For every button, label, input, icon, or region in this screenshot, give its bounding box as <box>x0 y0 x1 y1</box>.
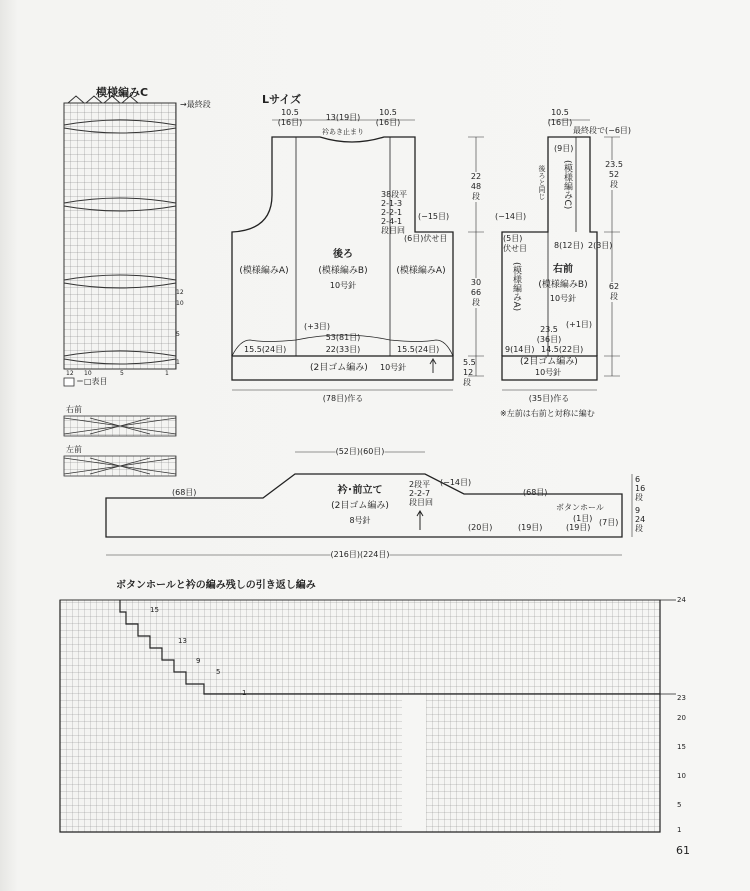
row-label-23: 23 <box>677 694 686 702</box>
collar-height-top: 6 16 段 <box>635 475 646 502</box>
back-pattern-a-right: (模様編みA) <box>396 266 446 276</box>
front-m2: 2(3目) <box>588 241 613 250</box>
back-title: 後ろ <box>333 249 353 260</box>
back-minus15: (−15目) <box>418 212 450 221</box>
front-pattern-a: (模様編みA) <box>511 262 521 312</box>
page-number: 61 <box>676 844 690 857</box>
row-1: 1 <box>176 359 180 366</box>
back-top-right: 10.5 (16目) <box>375 108 401 127</box>
front-title: 右前 <box>553 264 573 275</box>
front-needle: 10号針 <box>549 294 577 303</box>
collar-minus14: (−14目) <box>440 478 472 487</box>
front-last-row-minus6: 最終段で(−6目) <box>573 126 632 135</box>
size-label: Lサイズ <box>262 93 302 106</box>
back-mid1: 53(81目) <box>325 333 361 342</box>
right-front-label: 右前 <box>66 405 82 414</box>
front-same-as-back: 後ろと同じ <box>538 165 546 200</box>
row-5: 5 <box>176 331 180 338</box>
bh-chart-title: ボタンホールと衿の編み残しの引き返し編み <box>116 580 316 591</box>
buttonhole-label: ボタンホール <box>556 503 604 512</box>
back-side-left: 15.5(24目) <box>244 345 287 354</box>
back-rib-needle: 10号針 <box>380 363 407 372</box>
row-label-1: 1 <box>677 826 682 834</box>
front-minus14: (−14目) <box>495 212 527 221</box>
row-label-10: 10 <box>677 772 686 780</box>
front-height-1: 23.5 52 段 <box>605 160 623 189</box>
collar-20: (20目) <box>468 523 493 532</box>
collar-left: (68目) <box>172 488 197 497</box>
back-top-mid: 13(19目) <box>325 113 361 122</box>
marker-1: 1 <box>242 689 247 697</box>
front-pattern-c: (模様編みC) <box>562 160 572 210</box>
marker-5: 5 <box>216 668 221 676</box>
back-plus3: (+3目) <box>304 322 331 331</box>
front-m8: 8(12目) <box>554 241 584 250</box>
front-pattern-b: (模様編みB) <box>538 280 588 290</box>
collar-19a: (19目) <box>518 523 543 532</box>
back-mid2: 22(33目) <box>325 345 361 354</box>
back-height-2: 30 66 段 <box>470 278 482 307</box>
collar-one: (1目) <box>573 514 593 523</box>
back-pattern-b: (模様編みB) <box>318 266 368 276</box>
front-nine: (9目) <box>554 144 574 153</box>
legend-knit: ＝□表目 <box>76 377 108 386</box>
col-5: 5 <box>120 370 124 377</box>
neck-note: 衿あき止まり <box>322 128 364 136</box>
chart-c-title: 模様編みC <box>96 86 149 99</box>
front-height-2: 62 段 <box>608 282 620 301</box>
back-bottom: (78目)作る <box>322 394 364 403</box>
collar-seven: (7目) <box>599 518 619 527</box>
collar-right: (68目) <box>523 488 548 497</box>
row-label-5: 5 <box>677 801 682 809</box>
collar-bottom: (216目)(224目) <box>330 550 390 559</box>
chart-c-last-row: →最終段 <box>180 100 211 109</box>
collar-rows: 2段平 2-2-7 段目回 <box>409 480 433 507</box>
front-top: 10.5 (16目) <box>547 108 573 127</box>
collar-height-bottom: 9 24 段 <box>635 506 646 533</box>
front-w2: 14.5(22目) <box>541 345 584 354</box>
back-needle: 10号針 <box>329 281 357 290</box>
collar-title: 衿･前立て <box>337 485 383 496</box>
back-bind-off: (6目)伏せ目 <box>404 234 448 243</box>
back-top-left: 10.5 (16目) <box>277 108 303 127</box>
row-10: 10 <box>176 300 184 307</box>
back-side-right: 15.5(24目) <box>397 345 440 354</box>
col-1: 1 <box>165 370 169 377</box>
front-rib-needle: 10号針 <box>535 368 562 377</box>
back-height-3: 5.5 12 段 <box>463 358 476 387</box>
front-plus1: (+1目) <box>566 320 593 329</box>
front-rib: (2目ゴム編み) <box>520 357 578 367</box>
shoulder-shaping: 38段平 2-1-3 2-2-1 2-4-1 段目回 <box>381 190 408 235</box>
marker-13: 13 <box>178 637 187 645</box>
buttonhole-chart-grid <box>60 600 676 832</box>
marker-15: 15 <box>150 606 159 614</box>
col-10: 10 <box>84 370 92 377</box>
back-rib: (2目ゴム編み) <box>310 363 368 373</box>
marker-9: 9 <box>196 657 201 665</box>
collar-needle: 8号針 <box>349 516 371 525</box>
front-note: ※左前は右前と対称に編む <box>500 409 595 418</box>
row-label-15: 15 <box>677 743 686 751</box>
front-bind5: (5目) 伏せ目 <box>503 234 527 253</box>
front-w3: 9(14目) <box>505 345 535 354</box>
collar-top: (52目)(60目) <box>335 447 385 456</box>
col-12: 12 <box>66 370 74 377</box>
left-front-label: 左前 <box>66 445 82 454</box>
chart-c-grid <box>64 96 176 369</box>
back-pattern-a-left: (模様編みA) <box>239 266 289 276</box>
row-12: 12 <box>176 289 184 296</box>
right-front-chart <box>64 416 176 436</box>
front-bottom: (35目)作る <box>528 394 570 403</box>
front-w1: 23.5 (36目) <box>536 325 562 344</box>
row-label-20: 20 <box>677 714 686 722</box>
collar-19b: (19目) <box>566 523 591 532</box>
back-height-1: 22 48 段 <box>470 172 482 201</box>
left-front-chart <box>64 456 176 476</box>
row-label-24: 24 <box>677 596 686 604</box>
collar-pattern: (2目ゴム編み) <box>331 501 389 511</box>
